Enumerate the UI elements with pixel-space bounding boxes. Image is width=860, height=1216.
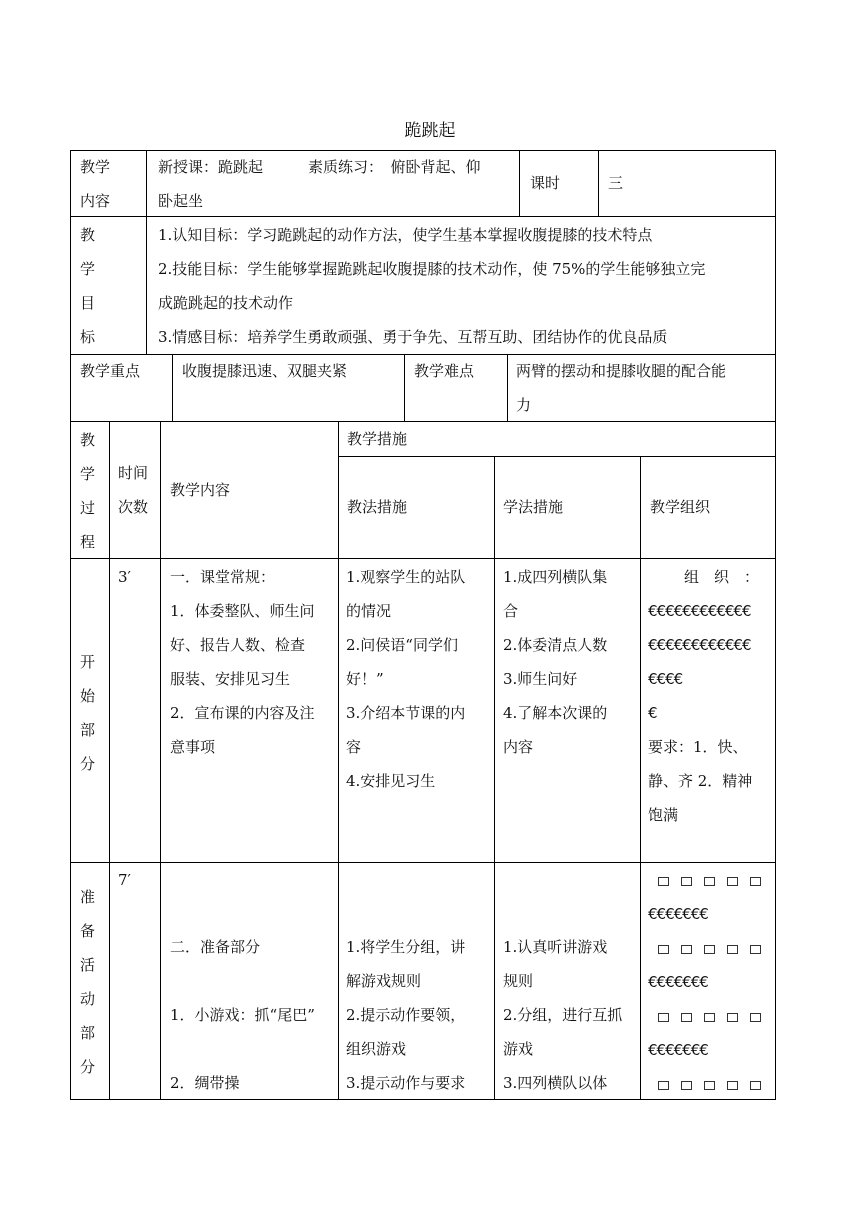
prep-teaching: 1.将学生分组，讲 解游戏规则 2.提示动作要领， 组织游戏 3.提示动作与要求 bbox=[346, 938, 466, 1092]
content-text: 新授课：跪跳起 素质练习： 俯卧背起、仰 卧起坐 bbox=[158, 158, 481, 210]
prep-learning: 1.认真听讲游戏 规则 2.分组，进行互抓 游戏 3.四列横队以体 bbox=[503, 938, 623, 1092]
teaching-method-label: 教法措施 bbox=[347, 498, 408, 516]
start-teaching: 1.观察学生的站队 的情况 2.问侯语“同学们 好！” 3.介绍本节课的内 容 4.安排见习生 bbox=[346, 568, 466, 790]
measures-label: 教学措施 bbox=[347, 430, 408, 448]
organization-label: 教学组织 bbox=[650, 498, 711, 516]
prep-time: 7′ bbox=[118, 871, 131, 889]
focus-label: 教学重点 bbox=[80, 362, 141, 380]
focus-value: 收腹提膝迅速、双腿夹紧 bbox=[182, 362, 348, 380]
square-row bbox=[648, 863, 761, 897]
formation-row: €€€€€€€ bbox=[648, 1041, 708, 1059]
start-organization: 组 织 ： €€€€€€€€€€€€ €€€€€€€€€€€€ €€€€ € 要求：1．快、 静、齐 2．精神 饱满 bbox=[648, 568, 760, 824]
difficulty-value: 两臂的摆动和提膝收腿的配合能 力 bbox=[516, 362, 727, 414]
start-section-label: 开 始 部 分 bbox=[80, 653, 96, 773]
prep-section-label: 准 备 活 动 部 分 bbox=[80, 888, 96, 1076]
objectives-text: 1.认知目标：学习跪跳起的动作方法，使学生基本掌握收腹提膝的技术特点 2.技能目标：学生能够掌握跪跳起收腹提膝的技术动作，使 75%的学生能够独立完 成跪跳起的技术动作 3.情感目标：培养学生勇敢顽强、勇于争先、互帮互助、团结协作的优良品质 bbox=[158, 226, 706, 346]
start-time: 3′ bbox=[118, 568, 131, 586]
process-label: 教 学 过 程 bbox=[80, 431, 96, 551]
content-label: 教学 内容 bbox=[80, 158, 111, 210]
square-row bbox=[648, 1067, 761, 1101]
lesson-value: 三 bbox=[608, 174, 624, 192]
formation-row: €€€€€€€ bbox=[648, 905, 708, 923]
document-title: 跪跳起 bbox=[404, 121, 456, 141]
formation-row: €€€€ bbox=[648, 670, 683, 688]
formation-row: €€€€€€€€€€€€ bbox=[648, 636, 751, 654]
time-label: 时间 次数 bbox=[118, 464, 149, 516]
prep-content: 二．准备部分 1．小游戏：抓“尾巴” 2．绸带操 bbox=[170, 938, 315, 1092]
prep-organization bbox=[648, 863, 761, 1101]
square-row bbox=[648, 999, 761, 1033]
square-row bbox=[648, 931, 761, 965]
formation-row: €€€€€€€ bbox=[648, 973, 708, 991]
learning-method-label: 学法措施 bbox=[503, 498, 564, 516]
objectives-label: 教 学 目 标 bbox=[80, 226, 96, 346]
formation-row: € bbox=[648, 704, 657, 722]
teaching-content-label: 教学内容 bbox=[170, 481, 231, 499]
difficulty-label: 教学难点 bbox=[414, 362, 475, 380]
start-content: 一．课堂常规： 1．体委整队、师生问 好、报告人数、检查 服装、安排见习生 2．宣布课的内容及注 意事项 bbox=[170, 568, 315, 756]
lesson-label: 课时 bbox=[530, 174, 561, 192]
start-learning: 1.成四列横队集 合 2.体委清点人数 3.师生问好 4.了解本次课的 内容 bbox=[503, 568, 608, 756]
formation-row: €€€€€€€€€€€€ bbox=[648, 602, 751, 620]
